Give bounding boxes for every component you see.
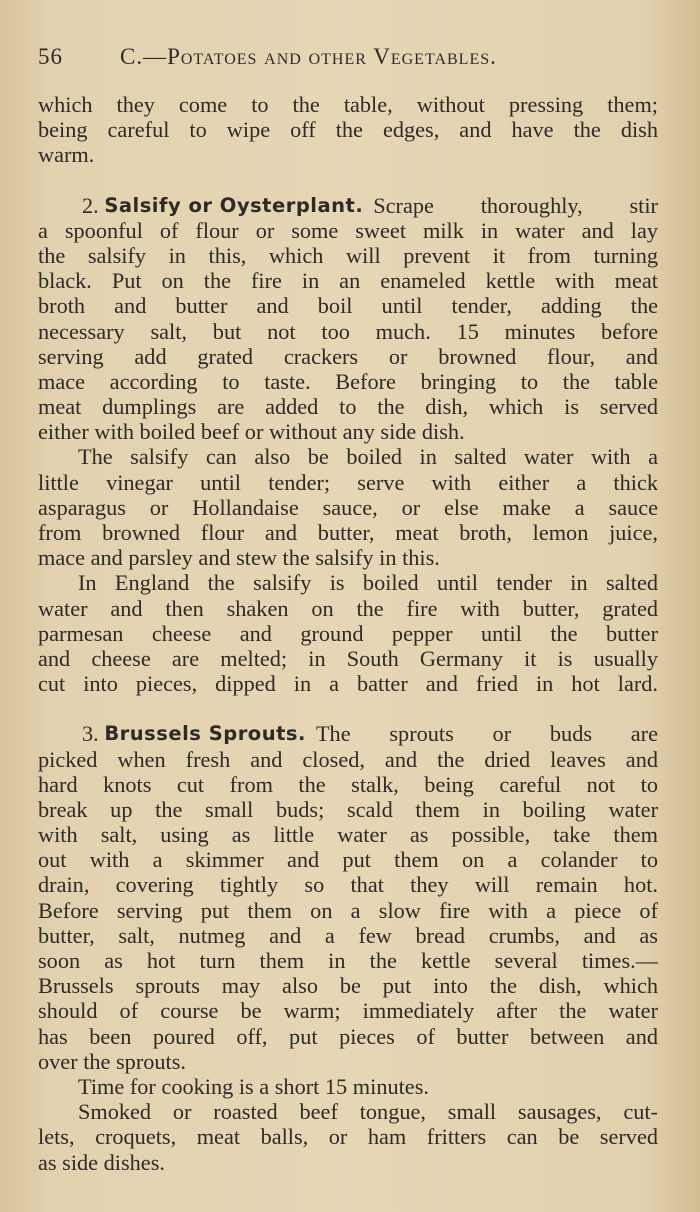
page-body — [38, 92, 658, 1175]
text-line: a spoonful of flour or some sweet milk in water and lay — [38, 217, 658, 243]
text-line: over the sprouts. — [38, 1048, 186, 1074]
text-line: being careful to wipe off the edges, and have the dish — [38, 117, 658, 143]
text-line: Scrape thoroughly, stir — [373, 192, 658, 218]
text-line: either with boiled beef or without any side dish. — [38, 419, 465, 445]
text-line: The sprouts or buds are — [315, 721, 658, 747]
page-number: 56 — [38, 44, 63, 69]
text-line: asparagus or Hollandaise sauce, or else make a sauce — [38, 494, 658, 520]
text-line: lets, croquets, meat balls, or ham fritters can be served — [38, 1124, 658, 1150]
text-line: break up the small buds; scald them in boiling water — [38, 796, 658, 822]
section-number: 3. — [82, 721, 99, 747]
text-line: In England the salsify is boiled until tender in salted — [78, 570, 658, 596]
text-line: parmesan cheese and ground pepper until the butter — [38, 620, 658, 646]
text-line: black. Put on the fire in an enameled kettle with meat — [38, 268, 658, 294]
text-line: warm. — [38, 142, 95, 168]
text-line: meat dumplings are added to the dish, which is served — [38, 394, 658, 420]
text-line: broth and butter and boil until tender, adding the — [38, 293, 658, 319]
text-line: little vinegar until tender; serve with either a thick — [38, 469, 658, 495]
section-number: 2. — [82, 192, 99, 218]
text-line: the salsify in this, which will prevent it from turning — [38, 242, 658, 268]
text-line: and cheese are melted; in South Germany it is usually — [38, 645, 658, 671]
text-line: soon as hot turn them in the kettle several times.— — [38, 948, 658, 973]
text-line: mace according to taste. Before bringing to the table — [38, 368, 658, 394]
text-line: water and then shaken on the fire with butter, grated — [38, 595, 658, 621]
text-line: necessary salt, but not too much. 15 minutes before — [38, 318, 658, 344]
running-header — [38, 44, 658, 70]
section-heading — [38, 193, 658, 218]
text-line: which they come to the table, without pressing them; — [38, 92, 658, 117]
salsify-section — [38, 193, 658, 697]
text-line: Brussels sprouts may also be put into the dish, which — [38, 973, 658, 999]
text-line: picked when fresh and closed, and the dried leaves and — [38, 746, 658, 772]
text-line: Smoked or roasted beef tongue, small sausages, cut- — [78, 1099, 658, 1125]
text-line: out with a skimmer and put them on a colander to — [38, 847, 658, 873]
text-line: cut into pieces, dipped in a batter and fried in hot lard. — [38, 671, 658, 697]
text-line: has been poured off, put pieces of butter between and — [38, 1023, 658, 1049]
text-line: as side dishes. — [38, 1149, 165, 1175]
text-line: with salt, using as little water as possible, take them — [38, 822, 658, 848]
running-title: C.—Potatoes and other Vegetables. — [120, 44, 497, 69]
text-line: from browned flour and butter, meat broth, lemon juice, — [38, 520, 658, 545]
text-line: Before serving put them on a slow fire with a piece of — [38, 897, 658, 923]
text-line: should of course be warm; immediately after the water — [38, 998, 658, 1024]
section-title: Brussels Sprouts. — [104, 722, 306, 746]
section-title: Salsify or Oysterplant. — [104, 193, 364, 217]
continuation-paragraph — [38, 92, 658, 168]
text-line: The salsify can also be boiled in salted water with a — [78, 444, 658, 470]
text-line: butter, salt, nutmeg and a few bread crumbs, and as — [38, 922, 658, 948]
text-line: mace and parsley and stew the salsify in this. — [38, 545, 440, 571]
text-line: hard knots cut from the stalk, being careful not to — [38, 771, 658, 797]
text-line: drain, covering tightly so that they will remain hot. — [38, 872, 658, 898]
cooking-time: Time for cooking is a short 15 minutes. — [78, 1073, 429, 1099]
brussels-sprouts-section — [38, 721, 658, 1174]
section-heading — [38, 721, 658, 746]
text-line: serving add grated crackers or browned flour, and — [38, 343, 658, 369]
